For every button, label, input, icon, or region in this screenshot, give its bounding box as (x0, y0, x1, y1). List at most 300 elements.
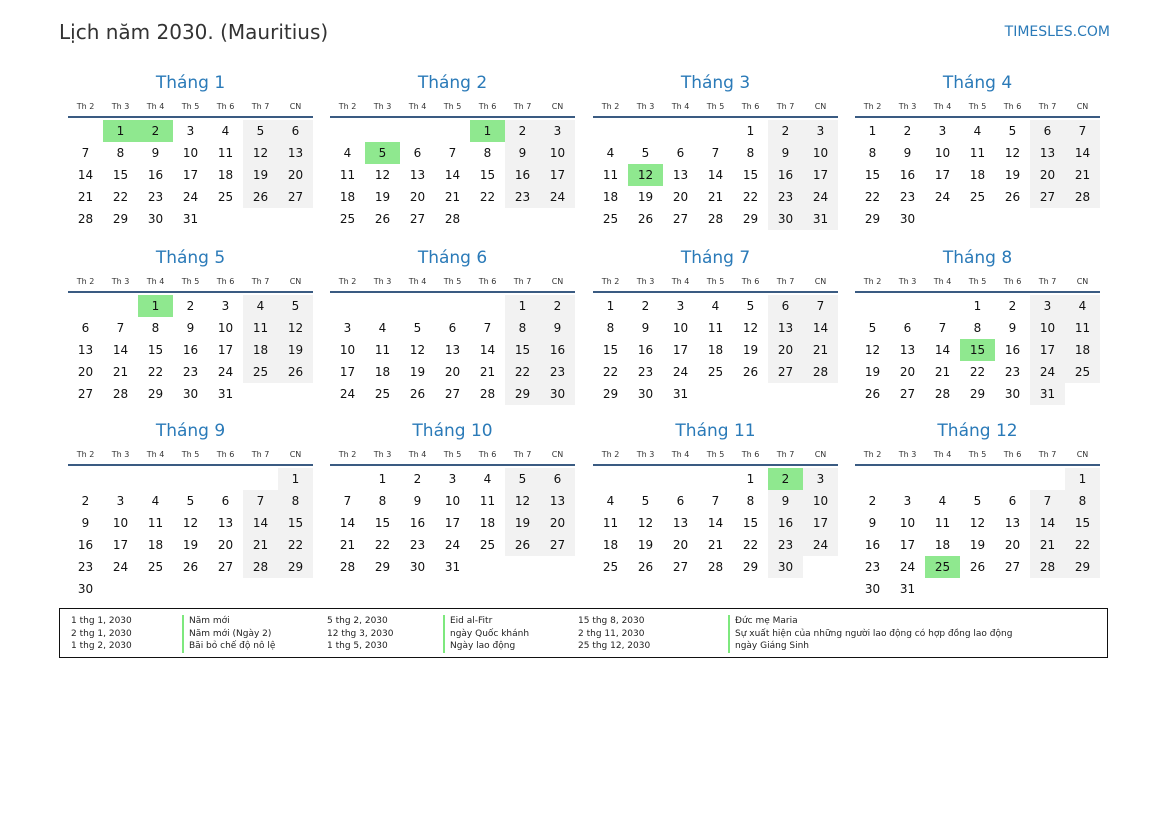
day-cell: 17 (217, 343, 234, 357)
day-cell: 30 (637, 387, 654, 401)
day-cell: 18 (934, 538, 951, 552)
day-cell: 29 (1065, 556, 1100, 578)
day-cell: 20 (672, 538, 689, 552)
day-cell: 27 (1030, 186, 1065, 208)
day-cell: 18 (969, 168, 986, 182)
day-cell: 13 (409, 168, 426, 182)
month-title: Tháng 12 (937, 421, 1018, 441)
day-cell: 22 (112, 190, 129, 204)
empty-cell (435, 295, 470, 317)
day-cell: 14 (1065, 142, 1100, 164)
day-cell: 20 (899, 365, 916, 379)
weekday-label: Th 2 (601, 449, 620, 459)
empty-cell (400, 120, 435, 142)
day-cell: 3 (116, 494, 125, 508)
day-cell: 14 (243, 512, 278, 534)
empty-cell (663, 468, 698, 490)
day-cell: 5 (278, 295, 313, 317)
day-grid (593, 468, 838, 578)
day-cell: 20 (217, 538, 234, 552)
day-cell: 4 (221, 124, 230, 138)
day-cell: 11 (243, 317, 278, 339)
day-cell: 27 (217, 560, 234, 574)
day-cell: 9 (1008, 321, 1017, 335)
day-cell: 30 (77, 582, 94, 596)
day-cell: 6 (278, 120, 313, 142)
day-cell: 29 (505, 383, 540, 405)
day-cell: 22 (602, 365, 619, 379)
day-cell: 26 (637, 212, 654, 226)
day-cell: 30 (768, 208, 803, 230)
day-cell: 4 (1065, 295, 1100, 317)
day-cell: 14 (339, 516, 356, 530)
weekday-label: CN (1076, 276, 1089, 286)
weekday-label: Th 4 (146, 276, 165, 286)
day-cell: 31 (217, 387, 234, 401)
weekday-label: Th 6 (216, 449, 235, 459)
day-cell: 19 (182, 538, 199, 552)
day-cell: 29 (112, 212, 129, 226)
day-cell: 8 (868, 146, 877, 160)
day-cell: 16 (182, 343, 199, 357)
weekday-header (330, 96, 575, 118)
weekday-label: Th 6 (1003, 101, 1022, 111)
day-cell: 15 (960, 339, 995, 361)
weekday-label: Th 2 (601, 276, 620, 286)
weekday-label: Th 5 (443, 449, 462, 459)
day-cell: 2 (505, 120, 540, 142)
weekday-label: Th 4 (146, 101, 165, 111)
day-cell: 23 (768, 534, 803, 556)
day-cell: 18 (602, 538, 619, 552)
holiday-legend (59, 608, 1108, 658)
weekday-header (593, 271, 838, 293)
weekday-label: Th 3 (111, 449, 130, 459)
empty-cell (330, 120, 365, 142)
day-cell: 16 (637, 343, 654, 357)
day-cell: 7 (243, 490, 278, 512)
day-cell: 3 (448, 472, 457, 486)
day-cell: 9 (768, 490, 803, 512)
day-cell: 13 (77, 343, 94, 357)
day-cell: 19 (742, 343, 759, 357)
day-cell: 29 (602, 387, 619, 401)
weekday-label: Th 7 (776, 449, 795, 459)
month-title: Tháng 3 (680, 73, 751, 93)
day-cell: 30 (864, 582, 881, 596)
day-cell: 4 (378, 321, 387, 335)
day-cell: 25 (147, 560, 164, 574)
weekday-label: Th 2 (863, 101, 882, 111)
empty-cell (628, 120, 663, 142)
day-cell: 27 (1004, 560, 1021, 574)
empty-cell (925, 295, 960, 317)
day-cell: 10 (803, 490, 838, 512)
day-cell: 28 (707, 212, 724, 226)
day-cell: 13 (672, 516, 689, 530)
day-cell: 22 (505, 361, 540, 383)
day-cell: 9 (903, 146, 912, 160)
day-cell: 26 (637, 560, 654, 574)
day-cell: 1 (606, 299, 615, 313)
day-cell: 16 (147, 168, 164, 182)
weekday-label: Th 7 (513, 449, 532, 459)
day-cell: 5 (746, 299, 755, 313)
day-cell: 13 (540, 490, 575, 512)
day-cell: 29 (278, 556, 313, 578)
day-cell: 26 (969, 560, 986, 574)
day-cell: 16 (540, 339, 575, 361)
day-cell: 1 (505, 295, 540, 317)
day-cell: 28 (77, 212, 94, 226)
day-cell: 22 (864, 190, 881, 204)
day-cell: 8 (746, 146, 755, 160)
day-cell: 1 (746, 472, 755, 486)
weekday-label: CN (289, 276, 302, 286)
day-cell: 8 (378, 494, 387, 508)
weekday-label: Th 6 (741, 276, 760, 286)
day-cell: 26 (278, 361, 313, 383)
weekday-label: Th 6 (741, 449, 760, 459)
day-cell: 2 (768, 468, 803, 490)
weekday-label: Th 7 (776, 101, 795, 111)
day-cell: 25 (925, 556, 960, 578)
day-cell: 2 (81, 494, 90, 508)
day-cell: 6 (448, 321, 457, 335)
day-cell: 23 (768, 186, 803, 208)
legend-names-2 (443, 615, 529, 653)
day-cell: 14 (803, 317, 838, 339)
day-cell: 8 (278, 490, 313, 512)
day-cell: 1 (1065, 468, 1100, 490)
day-cell: 18 (339, 190, 356, 204)
day-cell: 29 (742, 560, 759, 574)
day-cell: 27 (77, 387, 94, 401)
day-cell: 3 (803, 468, 838, 490)
day-cell: 19 (637, 190, 654, 204)
day-grid (593, 295, 838, 405)
empty-cell (593, 120, 628, 142)
day-cell: 16 (768, 512, 803, 534)
day-cell: 3 (186, 124, 195, 138)
month-block (855, 247, 1100, 405)
day-cell: 10 (803, 142, 838, 164)
day-cell: 7 (116, 321, 125, 335)
day-cell: 27 (672, 212, 689, 226)
day-cell: 2 (903, 124, 912, 138)
weekday-label: Th 6 (1003, 449, 1022, 459)
empty-cell (593, 468, 628, 490)
day-cell: 31 (182, 212, 199, 226)
day-cell: 28 (934, 387, 951, 401)
weekday-label: Th 4 (408, 276, 427, 286)
day-cell: 19 (1004, 168, 1021, 182)
day-cell: 16 (864, 538, 881, 552)
day-cell: 11 (479, 494, 496, 508)
day-cell: 21 (444, 190, 461, 204)
day-cell: 17 (444, 516, 461, 530)
day-cell: 4 (483, 472, 492, 486)
day-cell: 24 (540, 186, 575, 208)
day-cell: 3 (540, 120, 575, 142)
day-cell: 28 (1065, 186, 1100, 208)
day-cell: 12 (969, 516, 986, 530)
day-cell: 22 (278, 534, 313, 556)
day-cell: 14 (934, 343, 951, 357)
empty-cell (365, 120, 400, 142)
weekday-label: CN (289, 101, 302, 111)
day-cell: 31 (899, 582, 916, 596)
weekday-label: Th 7 (1038, 101, 1057, 111)
legend-date: 2 thg 1, 2030 (71, 628, 132, 639)
day-cell: 12 (505, 490, 540, 512)
day-cell: 24 (339, 387, 356, 401)
legend-date: 1 thg 2, 2030 (71, 641, 132, 651)
day-cell: 12 (637, 516, 654, 530)
day-cell: 11 (602, 168, 619, 182)
day-cell: 9 (186, 321, 195, 335)
day-cell: 3 (803, 120, 838, 142)
day-cell: 26 (409, 387, 426, 401)
day-cell: 9 (868, 516, 877, 530)
day-grid (330, 295, 575, 405)
day-cell: 10 (1030, 317, 1065, 339)
weekday-label: Th 4 (408, 101, 427, 111)
empty-cell (663, 120, 698, 142)
empty-cell (68, 120, 103, 142)
site-link[interactable]: TIMESLES.COM (1004, 24, 1110, 40)
day-cell: 10 (217, 321, 234, 335)
day-cell: 13 (899, 343, 916, 357)
day-cell: 15 (742, 516, 759, 530)
day-cell: 13 (217, 516, 234, 530)
day-cell: 21 (1065, 164, 1100, 186)
day-cell: 11 (707, 321, 724, 335)
day-cell: 29 (864, 212, 881, 226)
legend-dates-3 (578, 615, 650, 653)
day-cell: 18 (479, 516, 496, 530)
day-cell: 7 (711, 494, 720, 508)
empty-cell (470, 295, 505, 317)
day-cell: 11 (147, 516, 164, 530)
weekday-label: Th 5 (968, 449, 987, 459)
weekday-label: Th 7 (1038, 276, 1057, 286)
day-cell: 4 (711, 299, 720, 313)
day-cell: 25 (707, 365, 724, 379)
day-cell: 31 (803, 208, 838, 230)
day-cell: 6 (1008, 494, 1017, 508)
day-cell: 25 (479, 538, 496, 552)
weekday-label: Th 6 (216, 101, 235, 111)
empty-cell (628, 468, 663, 490)
empty-cell (330, 468, 365, 490)
day-cell: 10 (444, 494, 461, 508)
day-cell: 20 (77, 365, 94, 379)
day-cell: 23 (505, 186, 540, 208)
day-cell: 23 (637, 365, 654, 379)
weekday-label: Th 2 (76, 276, 95, 286)
day-cell: 19 (374, 190, 391, 204)
day-cell: 31 (1030, 383, 1065, 405)
weekday-label: Th 3 (636, 276, 655, 286)
weekday-label: Th 7 (251, 101, 270, 111)
day-cell: 17 (672, 343, 689, 357)
weekday-label: CN (1076, 101, 1089, 111)
day-cell: 24 (217, 365, 234, 379)
day-cell: 8 (505, 317, 540, 339)
day-grid (855, 468, 1100, 600)
weekday-label: Th 6 (1003, 276, 1022, 286)
weekday-label: Th 7 (513, 276, 532, 286)
weekday-label: CN (551, 101, 564, 111)
day-cell: 1 (103, 120, 138, 142)
day-cell: 27 (540, 534, 575, 556)
day-cell: 5 (868, 321, 877, 335)
day-cell: 26 (864, 387, 881, 401)
month-title: Tháng 1 (155, 73, 226, 93)
day-cell: 10 (112, 516, 129, 530)
day-cell: 25 (969, 190, 986, 204)
day-cell: 30 (768, 556, 803, 578)
day-cell: 26 (182, 560, 199, 574)
month-title: Tháng 4 (942, 73, 1013, 93)
day-cell: 6 (768, 295, 803, 317)
weekday-label: Th 5 (968, 276, 987, 286)
day-grid (855, 295, 1100, 405)
day-cell: 30 (1004, 387, 1021, 401)
weekday-label: Th 7 (1038, 449, 1057, 459)
weekday-label: Th 2 (863, 276, 882, 286)
day-cell: 29 (147, 387, 164, 401)
day-cell: 14 (112, 343, 129, 357)
day-cell: 8 (746, 494, 755, 508)
day-cell: 6 (81, 321, 90, 335)
weekday-label: Th 6 (216, 276, 235, 286)
month-block (330, 420, 575, 578)
legend-date: 2 thg 11, 2030 (578, 628, 645, 639)
empty-cell (138, 468, 173, 490)
day-cell: 17 (182, 168, 199, 182)
empty-cell (68, 295, 103, 317)
day-cell: 22 (479, 190, 496, 204)
month-block (68, 72, 313, 230)
month-block (593, 72, 838, 230)
weekday-label: Th 5 (706, 276, 725, 286)
day-grid (68, 295, 313, 405)
day-cell: 16 (409, 516, 426, 530)
day-cell: 5 (365, 142, 400, 164)
day-cell: 28 (444, 212, 461, 226)
day-cell: 6 (903, 321, 912, 335)
weekday-label: Th 6 (741, 101, 760, 111)
day-cell: 10 (899, 516, 916, 530)
legend-holiday: Năm mới (182, 615, 275, 628)
weekday-label: CN (551, 276, 564, 286)
day-cell: 9 (81, 516, 90, 530)
weekday-header (68, 96, 313, 118)
weekday-label: Th 5 (968, 101, 987, 111)
day-cell: 14 (479, 343, 496, 357)
weekday-label: Th 3 (636, 101, 655, 111)
day-cell: 28 (479, 387, 496, 401)
month-block (593, 247, 838, 405)
day-cell: 8 (483, 146, 492, 160)
day-cell: 21 (112, 365, 129, 379)
day-cell: 24 (672, 365, 689, 379)
day-cell: 26 (243, 186, 278, 208)
day-cell: 2 (186, 299, 195, 313)
day-cell: 17 (112, 538, 129, 552)
legend-date: 15 thg 8, 2030 (578, 616, 645, 626)
weekday-label: Th 7 (513, 101, 532, 111)
weekday-label: Th 2 (338, 276, 357, 286)
day-cell: 5 (641, 146, 650, 160)
day-cell: 18 (217, 168, 234, 182)
legend-holiday: ngày Quốc khánh (443, 628, 529, 641)
weekday-label: Th 3 (898, 276, 917, 286)
day-cell: 2 (1008, 299, 1017, 313)
month-block (855, 420, 1100, 600)
day-cell: 2 (768, 120, 803, 142)
day-cell: 17 (1030, 339, 1065, 361)
day-cell: 18 (602, 190, 619, 204)
day-cell: 11 (374, 343, 391, 357)
weekday-label: CN (814, 449, 827, 459)
empty-cell (68, 468, 103, 490)
day-cell: 30 (899, 212, 916, 226)
day-cell: 11 (217, 146, 234, 160)
day-cell: 20 (672, 190, 689, 204)
day-cell: 12 (243, 142, 278, 164)
legend-dates-1 (71, 615, 132, 653)
weekday-label: Th 2 (338, 449, 357, 459)
day-cell: 26 (1004, 190, 1021, 204)
day-cell: 17 (803, 164, 838, 186)
day-cell: 15 (479, 168, 496, 182)
day-cell: 8 (116, 146, 125, 160)
day-cell: 5 (186, 494, 195, 508)
month-title: Tháng 2 (417, 73, 488, 93)
legend-holiday: Ngày lao động (443, 640, 529, 653)
legend-names-3 (728, 615, 1012, 653)
day-cell: 25 (374, 387, 391, 401)
weekday-label: Th 3 (111, 101, 130, 111)
day-cell: 12 (628, 164, 663, 186)
day-cell: 7 (711, 146, 720, 160)
day-cell: 16 (899, 168, 916, 182)
day-cell: 22 (742, 190, 759, 204)
month-title: Tháng 10 (412, 421, 493, 441)
day-cell: 3 (903, 494, 912, 508)
day-cell: 28 (243, 556, 278, 578)
weekday-label: Th 2 (338, 101, 357, 111)
day-cell: 1 (470, 120, 505, 142)
empty-cell (698, 120, 733, 142)
day-cell: 5 (641, 494, 650, 508)
legend-date: 12 thg 3, 2030 (327, 628, 394, 639)
day-cell: 4 (343, 146, 352, 160)
day-cell: 20 (409, 190, 426, 204)
day-cell: 28 (707, 560, 724, 574)
day-cell: 25 (339, 212, 356, 226)
month-block (68, 247, 313, 405)
day-cell: 24 (803, 186, 838, 208)
day-cell: 21 (707, 190, 724, 204)
day-cell: 16 (768, 164, 803, 186)
day-cell: 23 (540, 361, 575, 383)
day-cell: 15 (864, 168, 881, 182)
day-cell: 3 (343, 321, 352, 335)
